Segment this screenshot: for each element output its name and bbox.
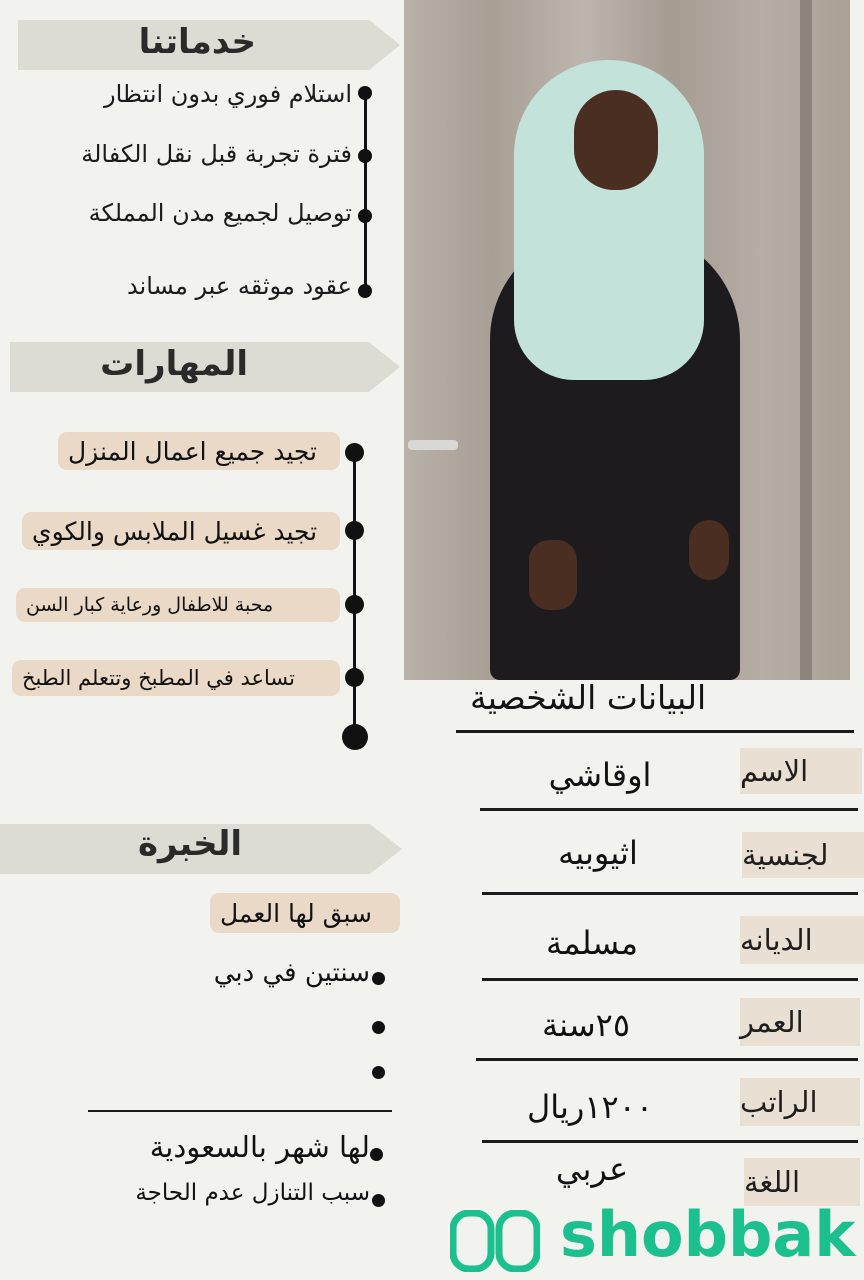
skill-item-3: محبة للاطفال ورعاية كبار السن	[16, 588, 340, 622]
skills-bullet-3	[345, 595, 364, 614]
service-item-4: عقود موثقه عبر مساند	[126, 272, 352, 300]
skills-bullet-end	[342, 724, 368, 750]
door-handle	[408, 440, 458, 450]
door-frame	[800, 0, 812, 680]
personal-data-title: البيانات الشخصية	[470, 678, 707, 717]
value-nationality: اثيوبيه	[558, 834, 638, 872]
note-item-2: سبب التنازل عدم الحاجة	[135, 1180, 370, 1206]
label-name: الاسم	[740, 748, 862, 794]
services-bullet-3	[358, 209, 372, 223]
label-language: اللغة	[744, 1158, 860, 1206]
label-nationality: لجنسية	[742, 832, 864, 878]
face-shape	[574, 90, 658, 190]
experience-bullet-1	[372, 972, 385, 985]
value-age: ٢٥سنة	[542, 1006, 630, 1044]
label-salary: الراتب	[740, 1078, 860, 1126]
value-language: عربي	[555, 1150, 629, 1188]
shobbak-logo-text: shobbak	[560, 1198, 856, 1271]
shobbak-logo-icon	[450, 1210, 540, 1272]
personal-title-underline	[456, 730, 854, 733]
person-photo	[404, 0, 850, 680]
value-name: اوقاشي	[548, 756, 652, 794]
hand-left-shape	[529, 540, 577, 610]
label-religion: الديانه	[740, 916, 864, 964]
skills-title: المهارات	[100, 344, 248, 384]
services-title: خدماتنا	[138, 22, 256, 62]
row-divider-2	[482, 892, 858, 895]
row-divider-3	[482, 978, 858, 981]
row-divider-5	[482, 1140, 858, 1143]
row-divider-1	[480, 808, 858, 811]
experience-title: الخبرة	[137, 824, 242, 864]
hand-right-shape	[689, 520, 729, 580]
service-item-2: فترة تجربة قبل نقل الكفالة	[81, 140, 352, 168]
services-timeline	[364, 90, 367, 292]
value-salary: ١٢٠٠ريال	[526, 1088, 654, 1126]
experience-bullet-2	[372, 1021, 385, 1034]
skills-bullet-1	[345, 443, 364, 462]
skills-bullet-4	[345, 668, 364, 687]
experience-item-1: سنتين في دبي	[213, 958, 370, 988]
skill-item-1: تجيد جميع اعمال المنزل	[58, 432, 340, 470]
experience-divider	[88, 1110, 392, 1112]
experience-bullet-3	[372, 1066, 385, 1079]
skill-item-2: تجيد غسيل الملابس والكوي	[22, 512, 340, 550]
services-bullet-1	[358, 86, 372, 100]
label-age: العمر	[740, 998, 860, 1046]
skills-timeline	[353, 452, 356, 736]
skill-item-4: تساعد في المطبخ وتتعلم الطبخ	[12, 660, 340, 696]
services-bullet-4	[358, 284, 372, 298]
services-bullet-2	[358, 149, 372, 163]
value-religion: مسلمة	[546, 924, 638, 962]
service-item-3: توصيل لجميع مدن المملكة	[88, 199, 352, 227]
note-item-1: لها شهر بالسعودية	[149, 1130, 370, 1164]
skills-bullet-2	[345, 521, 364, 540]
note-bullet-2	[372, 1194, 385, 1207]
row-divider-4	[476, 1058, 858, 1061]
note-bullet-1	[370, 1148, 383, 1161]
service-item-1: استلام فوري بدون انتظار	[103, 80, 352, 108]
experience-badge: سبق لها العمل	[210, 893, 400, 933]
